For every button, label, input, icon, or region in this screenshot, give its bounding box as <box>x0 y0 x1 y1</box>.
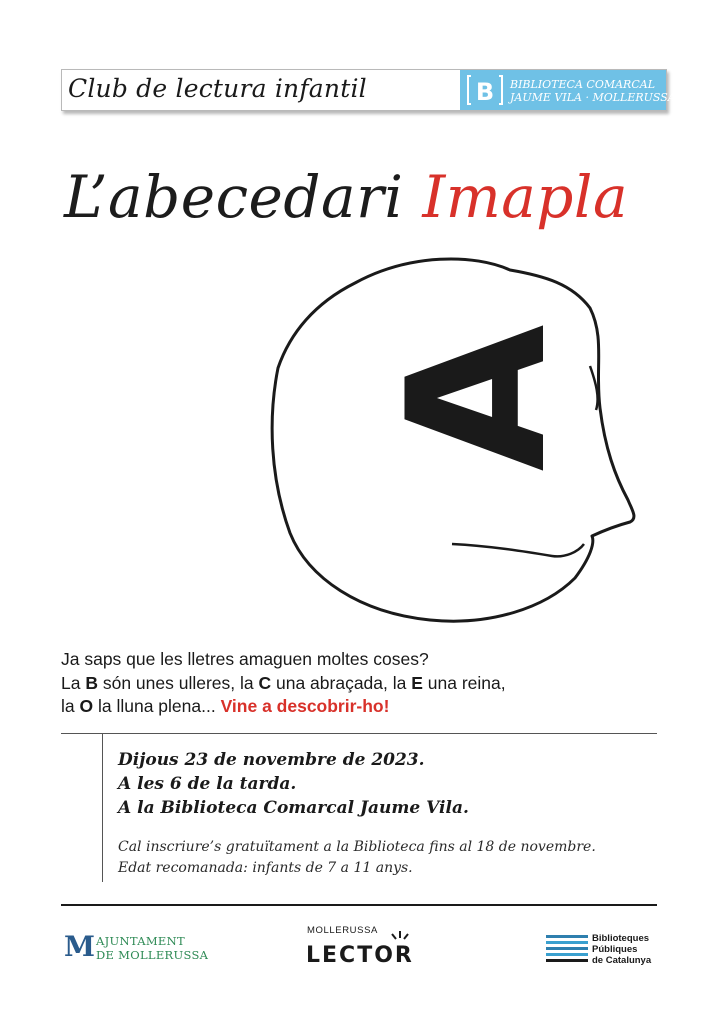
mouth-line <box>452 544 584 556</box>
title-accent: Imapla <box>422 163 629 231</box>
event-time: A les 6 de la tarda. <box>118 774 297 794</box>
divider-vertical <box>102 733 103 882</box>
title-part1: L’abecedari <box>64 163 423 231</box>
divider-bottom <box>61 904 657 906</box>
page-title <box>64 162 628 232</box>
library-name-line2: JAUME VILA · MOLLERUSSA <box>510 91 676 104</box>
intro-line-2: La B són unes ulleres, la C una abraçada, la E una reina, <box>61 672 506 693</box>
face-illustration <box>260 248 660 628</box>
event-notes <box>118 837 596 879</box>
eye-line <box>590 366 598 410</box>
library-logo-letter: B <box>475 78 495 106</box>
club-label: Club de lectura infantil <box>68 74 367 103</box>
bpc-name: Biblioteques Públiques de Catalunya <box>592 933 652 966</box>
divider-top <box>61 733 657 734</box>
event-place: A la Biblioteca Comarcal Jaume Vila. <box>118 798 469 818</box>
intro-paragraph <box>61 648 506 719</box>
library-logo-icon <box>466 73 504 107</box>
biblioteques-publiques-logo <box>546 933 664 967</box>
header-bar <box>61 69 676 111</box>
bpc-stripes-icon <box>546 933 588 965</box>
event-details <box>118 748 469 820</box>
intro-line-3: la O la lluna plena... Vine a descobrir-ho! <box>61 696 390 716</box>
intro-line-1: Ja saps que les lletres amaguen moltes coses? <box>61 649 429 669</box>
call-to-action: Vine a descobrir-ho! <box>220 696 390 716</box>
age-note: Edat recomanada: infants de 7 a 11 anys. <box>118 860 413 876</box>
library-badge <box>460 70 676 110</box>
registration-note: Cal inscriure’s gratuïtament a la Biblioteca fins al 18 de novembre. <box>118 839 596 855</box>
ajuntament-m-icon: M <box>64 930 95 963</box>
face-letter: A <box>367 324 588 472</box>
library-name-line1: BIBLIOTECA COMARCAL <box>510 78 655 91</box>
lector-wordmark: LECTOR <box>306 943 414 968</box>
lector-top-label: MOLLERUSSA <box>307 925 378 936</box>
ajuntament-name: AJUNTAMENT DE MOLLERUSSA <box>96 934 209 962</box>
event-date: Dijous 23 de novembre de 2023. <box>118 750 425 770</box>
mollerussa-lector-logo <box>300 925 430 973</box>
library-name <box>510 78 676 104</box>
